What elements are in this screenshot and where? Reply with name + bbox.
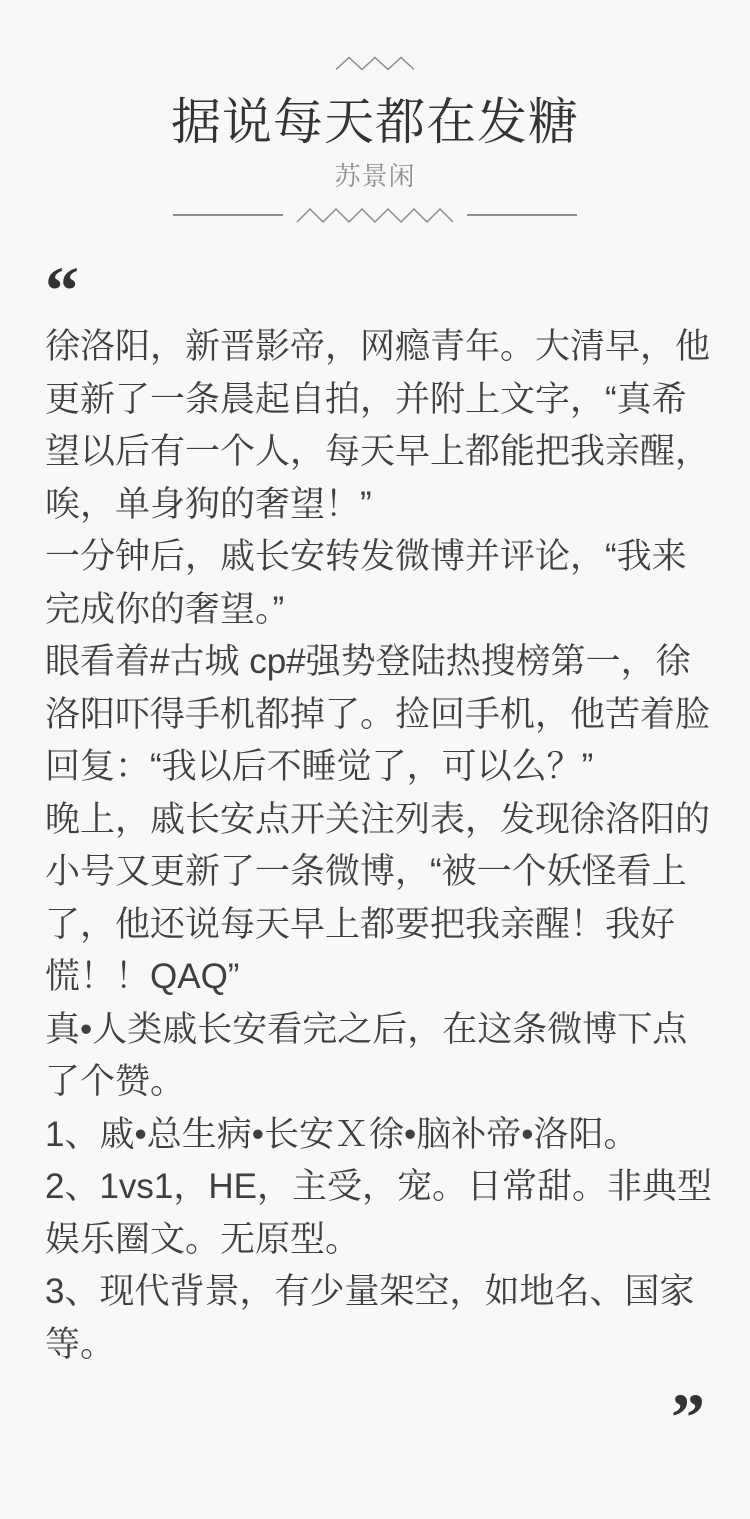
body-line: 徐洛阳，新晋影帝，网瘾青年。大清早，他 (45, 327, 711, 366)
zigzag-decoration-top-icon (336, 55, 414, 71)
body-line: 等。 (45, 1324, 116, 1364)
zigzag-decoration-middle-icon (296, 206, 454, 224)
body-line: 望以后有一个人，每天早上都能把我亲醒， (45, 432, 711, 471)
body-line: 晚上，戚长安点开关注列表，发现徐洛阳的 (45, 799, 711, 839)
book-title: 据说每天都在发糖 (171, 94, 579, 150)
book-author: 苏景闲 (334, 161, 416, 191)
body-line: 小号又更新了一条微博，“被一个妖怪看上 (45, 852, 687, 891)
opening-quote-mark: “ (45, 252, 79, 328)
divider-line-left (173, 214, 283, 216)
body-line: 一分钟后，戚长安转发微博并评论，“我来 (45, 537, 687, 576)
body-line: 了个赞。 (45, 1062, 186, 1101)
body-line: 娱乐圈文。无原型。 (45, 1219, 361, 1259)
body-line: 完成你的奢望。” (45, 589, 285, 629)
divider-line-right (467, 214, 577, 216)
body-line: 2、1vs1，HE，主受，宠。日常甜。非典型 (45, 1167, 713, 1206)
body-line: 真•人类戚长安看完之后，在这条微博下点 (45, 1009, 688, 1049)
body-line: 了，他还说每天早上都要把我亲醒！我好 (45, 904, 676, 944)
body-line: 唉，单身狗的奢望！” (45, 484, 372, 524)
body-line: 1、戚•总生病•长安Ｘ徐•脑补帝•洛阳。 (45, 1114, 639, 1154)
body-line: 更新了一条晨起自拍，并附上文字，“真希 (45, 379, 687, 419)
section-divider (0, 206, 750, 224)
body-line: 洛阳吓得手机都掉了。捡回手机，他苦着脸 (45, 694, 711, 734)
body-line: 回复：“我以后不睡觉了，可以么？” (45, 747, 594, 786)
book-intro-page (0, 55, 750, 1519)
synopsis-text (45, 321, 713, 1371)
body-line: 慌！！QAQ” (45, 957, 240, 996)
body-line: 眼看着#古城 cp#强势登陆热搜榜第一，徐 (45, 642, 691, 681)
body-line: 3、现代背景，有少量架空，如地名、国家 (45, 1272, 695, 1311)
closing-quote-mark: ” (671, 1379, 705, 1455)
